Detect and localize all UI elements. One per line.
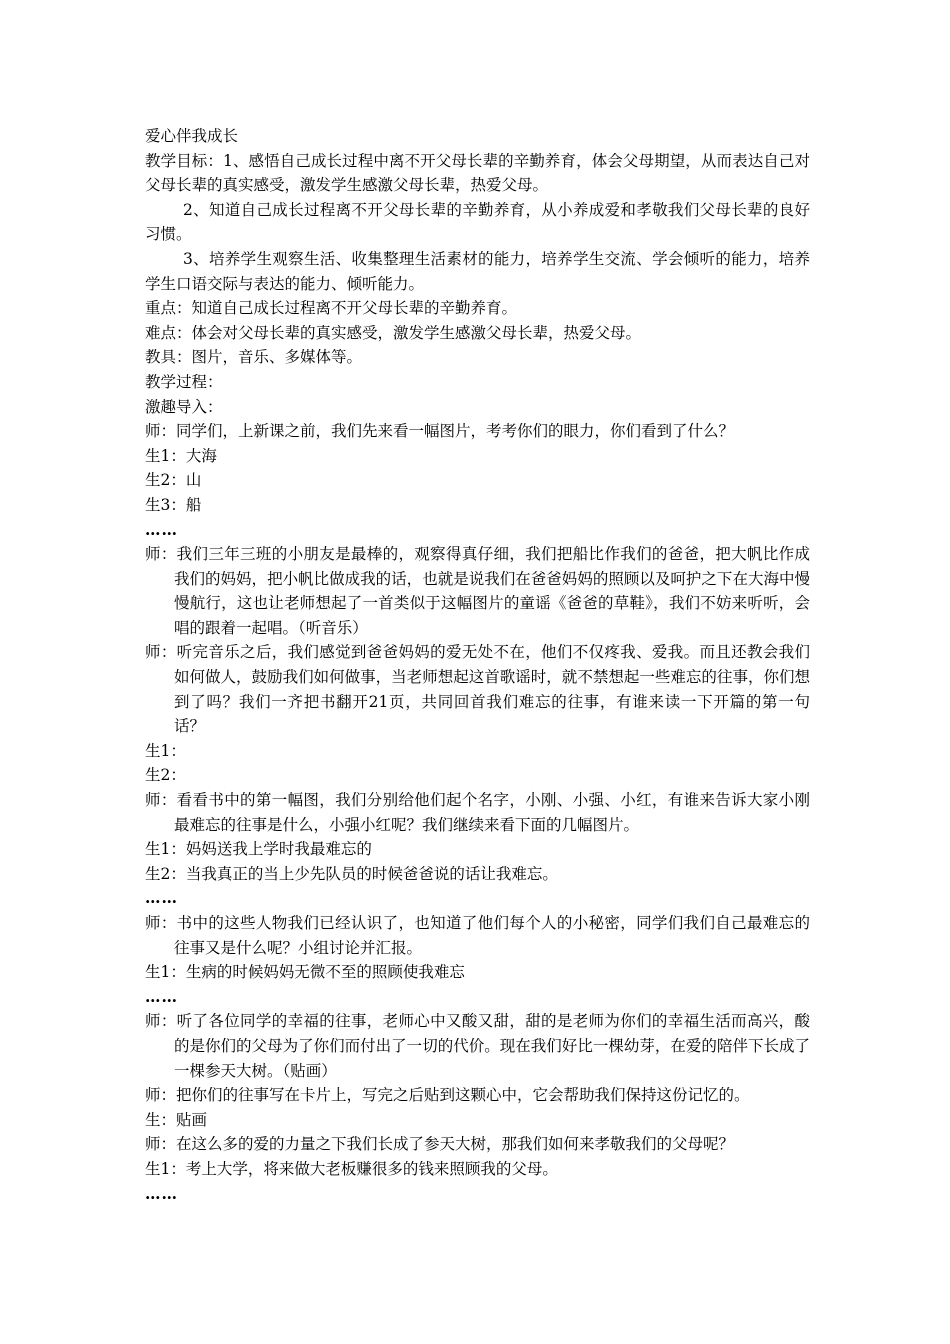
objective-1: 教学目标：1、感悟自己成长过程中离不开父母长辈的辛勤养育，体会父母期望，从而表达自己对父母长辈的真实感受，激发学生感激父母长辈，热爱父母。 xyxy=(145,151,810,195)
dialogue-line: 生1：妈妈送我上学时我最难忘的 xyxy=(145,840,372,859)
dialogue-line: 师：我们三年三班的小朋友是最棒的，观察得真仔细，我们把船比作我们的爸爸，把大帆比作成我们的妈妈，把小帆比做成我的话，也就是说我们在爸爸妈妈的照顾以及呵护之下在大海中慢慢航行，这也让老师想起了一首类似于这幅图片的童谣《爸爸的草鞋》，我们不妨来听听，会唱的跟着一起唱。（听音乐） xyxy=(145,545,810,637)
key-point: 重点：知道自己成长过程离不开父母长辈的辛勤养育。 xyxy=(145,299,518,318)
document-page xyxy=(145,124,810,1206)
dialogue-line: 师：书中的这些人物我们已经认识了，也知道了他们每个人的小秘密，同学们我们自己最难忘的往事又是什么呢？小组讨论并汇报。 xyxy=(145,914,810,957)
teaching-tools: 教具：图片，音乐、多媒体等。 xyxy=(145,348,363,367)
objective-3: 3、培养学生观察生活、收集整理生活素材的能力，培养学生交流、学会倾听的能力，培养学生口语交际与表达的能力、倾听能力。 xyxy=(145,249,810,293)
difficulty: 难点：体会对父母长辈的真实感受，激发学生感激父母长辈，热爱父母。 xyxy=(145,323,642,342)
dialogue-line: 生2：当我真正的当上少先队员的时候爸爸说的话让我难忘。 xyxy=(145,864,558,883)
dialogue-line: 生1： xyxy=(145,741,186,760)
dialogue-line: 师：听了各位同学的幸福的往事，老师心中又酸又甜，甜的是老师为你们的幸福生活而高兴，酸的是你们的父母为了你们而付出了一切的代价。现在我们好比一棵幼芽，在爱的陪伴下长成了一棵参天大树。（贴画） xyxy=(145,1012,810,1080)
dialogue-line: 生1：考上大学，将来做大老板赚很多的钱来照顾我的父母。 xyxy=(145,1159,558,1178)
dialogue-line: 生1：大海 xyxy=(145,446,217,465)
objective-2: 2、知道自己成长过程离不开父母长辈的辛勤养育，从小养成爱和孝敬我们父母长辈的良好习惯。 xyxy=(145,200,810,244)
ellipsis: …… xyxy=(145,986,178,1006)
intro-heading: 激趣导入： xyxy=(145,397,223,416)
dialogue-line: 师：同学们，上新课之前，我们先来看一幅图片，考考你们的眼力，你们看到了什么？ xyxy=(145,422,735,441)
dialogue-line: 生2： xyxy=(145,766,186,785)
process-heading: 教学过程： xyxy=(145,372,223,391)
dialogue-line: 师：把你们的往事写在卡片上，写完之后贴到这颗心中，它会帮助我们保持这份记忆的。 xyxy=(145,1086,750,1105)
ellipsis: …… xyxy=(145,1183,178,1203)
dialogue-line: 生1：生病的时候妈妈无微不至的照顾使我难忘 xyxy=(145,963,465,982)
dialogue-line: 生2：山 xyxy=(145,471,202,490)
dialogue-line: 师：看看书中的第一幅图，我们分别给他们起个名字，小刚、小强、小红，有谁来告诉大家小刚最难忘的往事是什么，小强小红呢？我们继续来看下面的几幅图片。 xyxy=(145,791,810,834)
document-title: 爱心伴我成长 xyxy=(145,127,239,145)
dialogue-line: 师：在这么多的爱的力量之下我们长成了参天大树，那我们如何来孝敬我们的父母呢？ xyxy=(145,1135,735,1154)
dialogue-line: 生：贴画 xyxy=(145,1110,208,1129)
ellipsis: …… xyxy=(145,888,178,908)
dialogue-line: 师：听完音乐之后，我们感觉到爸爸妈妈的爱无处不在，他们不仅疼我、爱我。而且还教会我们如何做人，鼓励我们如何做事，当老师想起这首歌谣时，就不禁想起一些难忘的往事，你们想到了吗？我们一齐把书翻开21页，共同回首我们难忘的往事，有谁来读一下开篇的第一句话？ xyxy=(145,643,810,736)
ellipsis: …… xyxy=(145,519,178,539)
dialogue-line: 生3：船 xyxy=(145,495,202,514)
